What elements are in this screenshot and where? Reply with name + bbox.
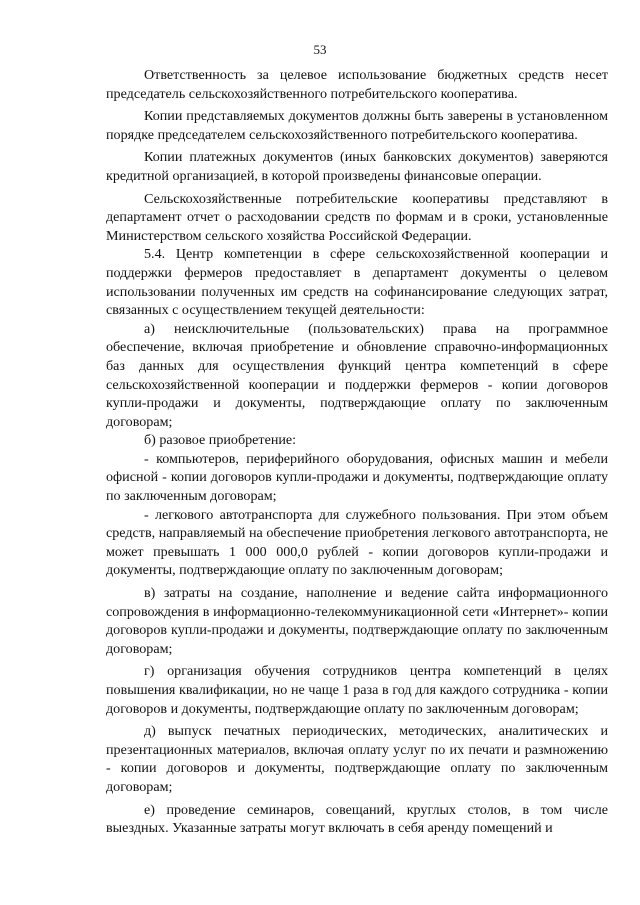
list-item-b-vehicles: - легкового автотранспорта для служебного пользования. При этом объем средств, направляемый на обеспечение приобретения легкового автотранспорта, не может превышать 1 000 000,0 рублей - копии договоров купли-продажи и документы, подтверждающие оплату по заключенным договорам; — [106, 506, 608, 579]
document-body — [106, 66, 608, 838]
list-item-e: е) проведение семинаров, совещаний, круглых столов, в том числе выездных. Указанные затраты могут включать в себя аренду помещений и — [106, 801, 608, 837]
page-number: 53 — [313, 42, 327, 57]
list-item-d: д) выпуск печатных периодических, методических, аналитических и презентационных материалов, включая оплату услуг по их печати и размножению - копии договоров и документы, подтверждающие оплату по заключенным договорам; — [106, 723, 608, 795]
paragraph-report: Сельскохозяйственные потребительские кооперативы представляют в департамент отчет о расходовании средств по формам и в сроки, установленные Министерством сельского хозяйства Российской Федерации. — [106, 190, 608, 244]
paragraph-section-5-4: 5.4. Центр компетенции в сфере сельскохозяйственной кооперации и поддержки фермеров предоставляет в департамент документы о целевом использовании полученных им средств на софинансирование следующих затрат, связанных с осуществлением текущей деятельности: — [106, 246, 608, 319]
list-item-b: б) разовое приобретение: — [144, 432, 297, 449]
paragraph-payment-copies: Копии платежных документов (иных банковских документов) заверяются кредитной организацией, в которой произведены финансовые операции. — [106, 149, 608, 184]
list-item-a: а) неисключительные (пользовательских) права на программное обеспечение, включая приобретение и обновление справочно-информационных баз данных для осуществления функций центра компетенций в сфере сельскохозяйственной кооперации и поддержки фермеров - копии договоров купли-продажи и документы, подтверждающие оплату по заключенным договорам; — [106, 320, 608, 430]
list-item-g: г) организация обучения сотрудников центра компетенций в целях повышения квалификации, но не чаще 1 раза в год для каждого сотрудника - копии договоров и документы, подтверждающие оплату по заключенным договорам; — [106, 663, 608, 717]
paragraph-copies-certified: Копии представляемых документов должны быть заверены в установленном порядке председателем сельскохозяйственного потребительского кооператива. — [106, 108, 608, 143]
list-item-v: в) затраты на создание, наполнение и ведение сайта информационного сопровождения в информационно-телекоммуникационной сети «Интернет»- копии договоров купли-продажи и документы, подтверждающие оплату по заключенным договорам; — [106, 585, 608, 657]
list-item-b-computers: - компьютеров, периферийного оборудования, офисных машин и мебели офисной - копии договоров купли-продажи и документы, подтверждающие оплату по заключенным договорам; — [106, 450, 608, 505]
paragraph-responsibility: Ответственность за целевое использование бюджетных средств несет председатель сельскохозяйственного потребительского кооператива. — [106, 67, 608, 102]
